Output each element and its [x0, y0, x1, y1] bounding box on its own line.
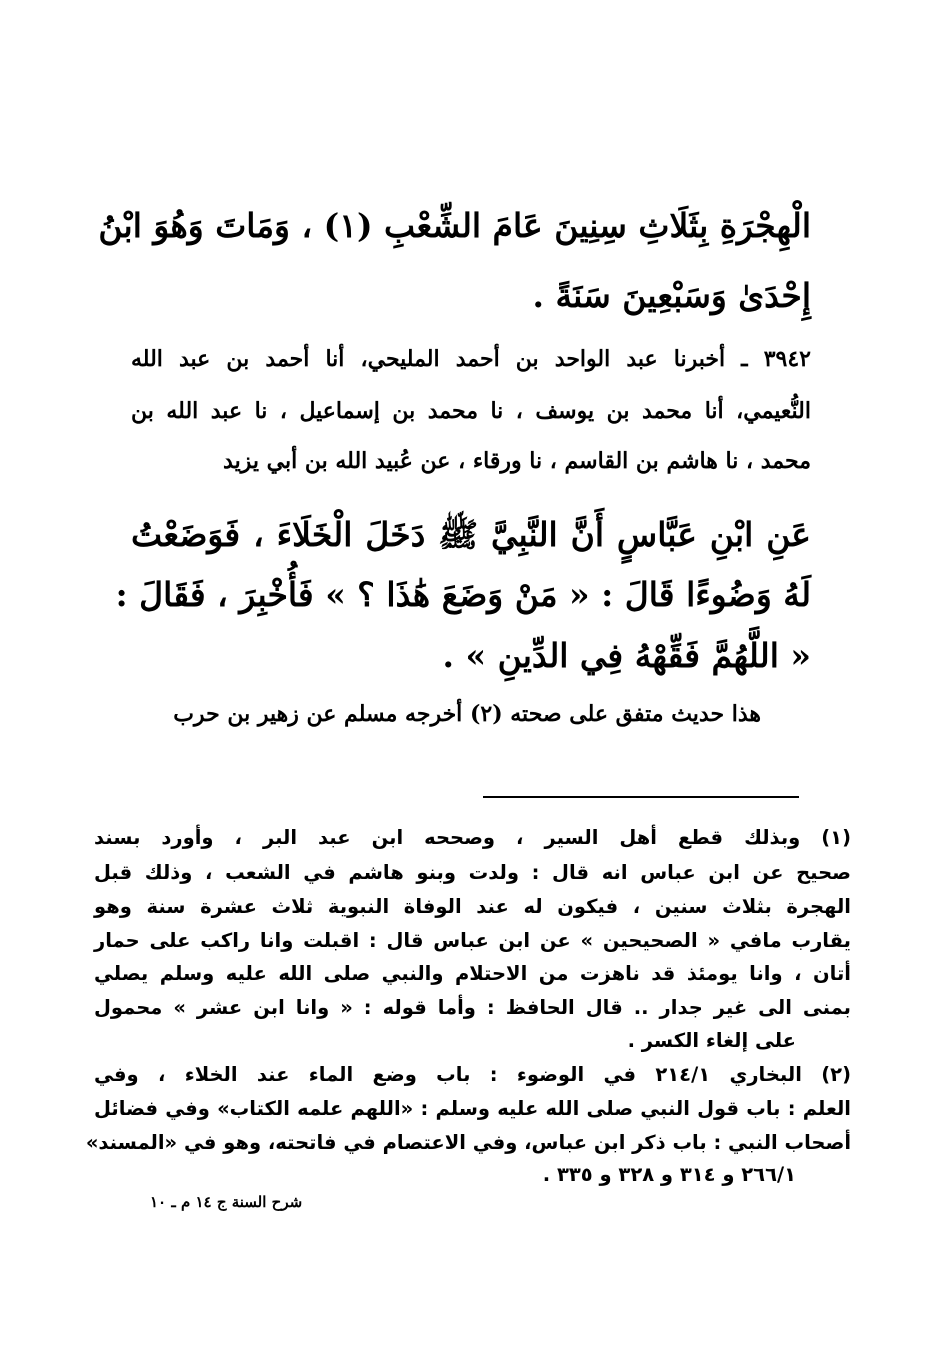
- footnote-2-line-1: (٢) البخاري ٢١٤/١ في الوضوء : باب وضع الماء عند الخلاء ، وفي: [94, 1063, 851, 1086]
- page-signature: شرح السنة ج ١٤ م ـ ١٠: [150, 1193, 303, 1211]
- footnote-1-line-7: على إلغاء الكسر .: [627, 1029, 796, 1052]
- main-text-line-1: الْهِجْرَةِ بِثَلَاثِ سِنِينَ عَامَ الشِّعْبِ (١) ، وَمَاتَ وَهُوَ ابْنُ: [98, 206, 811, 245]
- takhrij-line: هذا حديث متفق على صحته (٢) أخرجه مسلم عن زهير بن حرب: [173, 701, 761, 727]
- footnote-separator: [483, 796, 799, 798]
- matn-line-3: « اللَّهُمَّ فَقِّهْهُ فِي الدِّينِ » .: [442, 636, 811, 675]
- footnote-1-line-4: يقارب مافي « الصحيحين » عن ابن عباس قال : اقبلت وانا راكب على حمار: [94, 929, 851, 952]
- footnote-2-line-4: ٢٦٦/١ و ٣١٤ و ٣٢٨ و ٣٣٥ .: [542, 1163, 796, 1186]
- footnote-1-line-2: صحيح عن ابن عباس انه قال : ولدت وبنو هاشم في الشعب ، وذلك قبل: [94, 861, 851, 884]
- footnote-1-line-5: أتان ، وانا يومئذ قد ناهزت من الاحتلام والنبي صلى الله عليه وسلم يصلي: [94, 962, 851, 985]
- isnad-line-3: محمد ، نا هاشم بن القاسم ، نا ورقاء ، عن عُبيد الله بن أبي يزيد: [223, 448, 811, 474]
- isnad-line-1: ٣٩٤٢ ـ أخبرنا عبد الواحد بن أحمد المليحي، أنا أحمد بن عبد الله: [131, 346, 811, 372]
- footnote-1-line-3: الهجرة بثلاث سنين ، فيكون له عند الوفاة النبوية ثلاث عشرة سنة وهو: [94, 895, 851, 918]
- matn-line-1: عَنِ ابْنِ عَبَّاسٍ أَنَّ النَّبِيَّ ﷺ دَخَلَ الْخَلَاءَ ، فَوَضَعْتُ: [131, 515, 811, 554]
- footnote-1-line-6: بمنى الى غير جدار .. قال الحافظ : وأما قوله : « وانا ابن عشر » محمول: [94, 996, 851, 1019]
- footnote-1-line-1: (١) وبذلك قطع أهل السير ، وصححه ابن عبد البر ، وأورد بسند: [94, 826, 851, 849]
- main-text-line-2: إِحْدَىٰ وَسَبْعِينَ سَنَةً .: [532, 276, 811, 315]
- matn-line-2: لَهُ وَضُوءًا قَالَ : « مَنْ وَضَعَ هَٰذَا ؟ » فَأُخْبِرَ ، فَقَالَ :: [115, 575, 811, 614]
- footnote-2-line-2: العلم : باب قول النبي صلى الله عليه وسلم : «اللهم علمه الكتاب» وفي فضائل: [94, 1097, 851, 1120]
- footnote-2-line-3: أصحاب النبي : باب ذكر ابن عباس، وفي الاعتصام في فاتحته، وهو في «المسند»: [85, 1131, 851, 1154]
- isnad-line-2: النُّعيمي، أنا محمد بن يوسف ، نا محمد بن إسماعيل ، نا عبد الله بن: [131, 398, 811, 424]
